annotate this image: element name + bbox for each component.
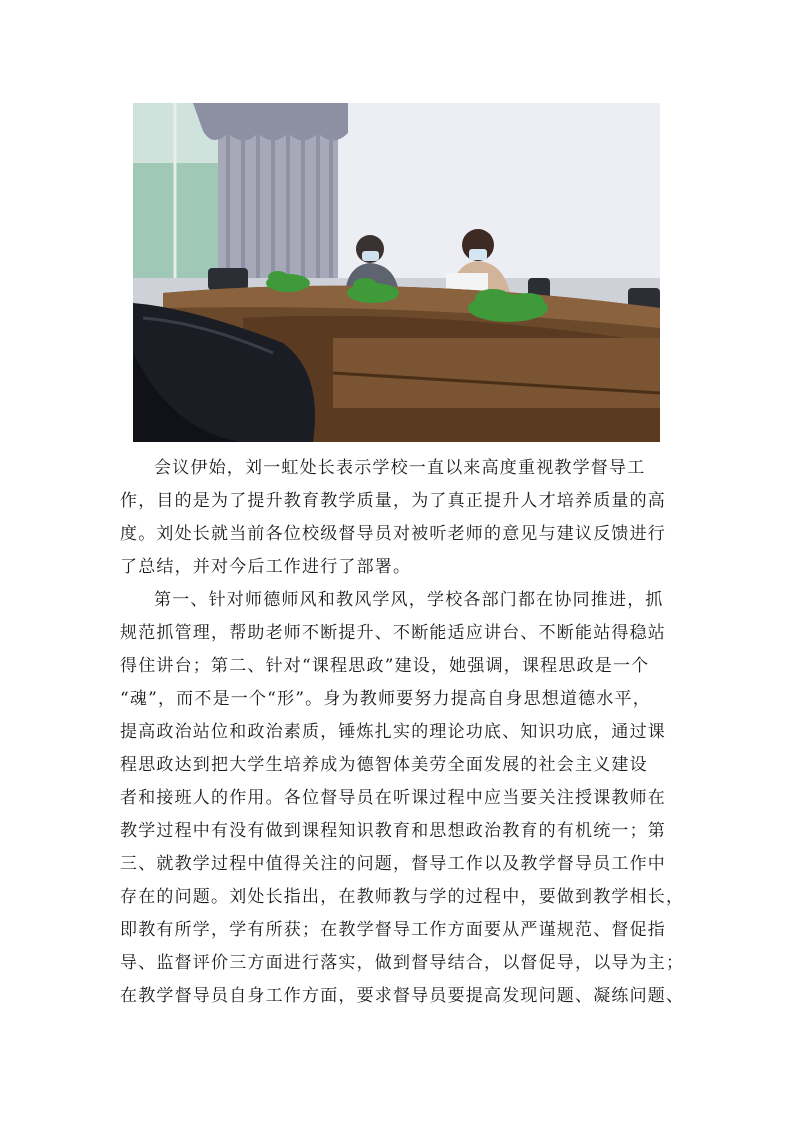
meeting-photo	[133, 103, 660, 442]
meeting-room-photo-icon	[133, 103, 660, 442]
text-line: 导、监督评价三方面进行落实，做到督导结合，以督促导，以导为主；	[120, 953, 685, 973]
text-line: 得住讲台；第二、针对“课程思政”建设，她强调，课程思政是一个	[120, 656, 650, 676]
text-line: 度。刘处长就当前各位校级督导员对被听老师的意见与建议反馈进行	[120, 524, 666, 544]
text-line: 规范抓管理，帮助老师不断提升、不断能适应讲台、不断能站得稳站	[120, 623, 666, 643]
text-line: 作，目的是为了提升教育教学质量，为了真正提升人才培养质量的高	[120, 491, 666, 511]
text-line: 第一、针对师德师风和教风学风，学校各部门都在协同推进，抓	[154, 590, 664, 610]
paragraph-1	[120, 452, 668, 584]
text-line: “魂”，而不是一个“形”。身为教师要努力提高自身思想道德水平，	[120, 689, 651, 709]
text-line: 存在的问题。刘处长指出，在教师教与学的过程中，要做到教学相长，	[120, 887, 685, 907]
article-body	[120, 452, 685, 1013]
text-line: 会议伊始，刘一虹处长表示学校一直以来高度重视教学督导工	[154, 458, 646, 478]
text-line: 提高政治站位和政治素质，锤炼扎实的理论功底、知识功底，通过课	[120, 722, 666, 742]
paragraph-2	[120, 584, 685, 1013]
text-line: 了总结，并对今后工作进行了部署。	[120, 557, 412, 577]
text-line: 程思政达到把大学生培养成为德智体美劳全面发展的社会主义建设	[120, 755, 648, 775]
text-line: 三、就教学过程中值得关注的问题，督导工作以及教学督导员工作中	[120, 854, 666, 874]
text-line: 即教有所学，学有所获；在教学督导工作方面要从严谨规范、督促指	[120, 920, 666, 940]
text-line: 教学过程中有没有做到课程知识教育和思想政治教育的有机统一；第	[120, 821, 666, 841]
text-line: 在教学督导员自身工作方面，要求督导员要提高发现问题、凝练问题、	[120, 986, 685, 1006]
text-line: 者和接班人的作用。各位督导员在听课过程中应当要关注授课教师在	[120, 788, 666, 808]
